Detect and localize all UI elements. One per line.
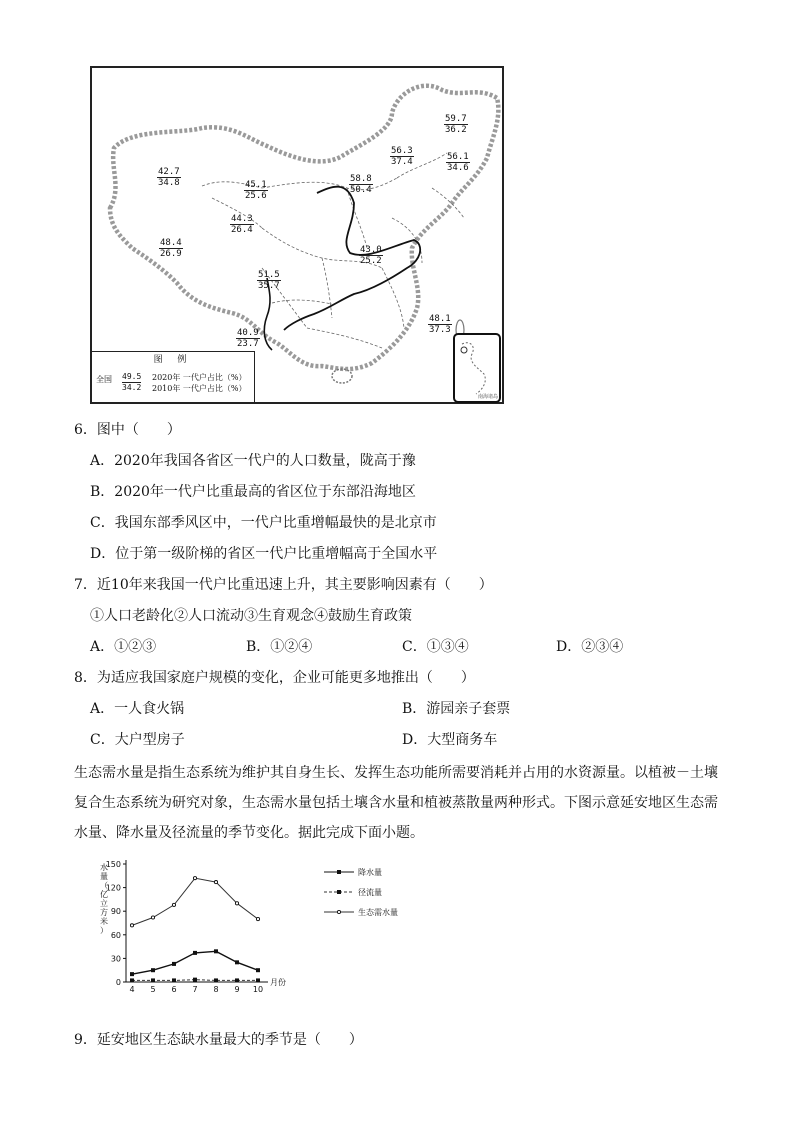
legend-marker <box>337 890 341 894</box>
province-value: 56.3 37.4 <box>391 146 413 167</box>
q7-option-d[interactable]: D．②③④ <box>556 639 624 655</box>
x-tick-label: 6 <box>171 985 177 994</box>
q6-option-a[interactable]: A．2020年我国各省区一代户的人口数量，陇高于豫 <box>90 453 416 469</box>
q8-option-c[interactable]: C．大户型房子 <box>90 732 185 748</box>
y-axis-label-char: 方 <box>100 908 108 917</box>
data-point <box>151 968 155 972</box>
q7-option-c[interactable]: C．①③④ <box>402 639 469 655</box>
data-point <box>256 968 260 972</box>
province-value: 48.1 37.3 <box>429 314 451 335</box>
data-point <box>235 978 239 982</box>
series-line <box>132 878 258 925</box>
y-axis-label-char: （ <box>100 881 108 890</box>
water-chart-svg <box>96 856 426 996</box>
q7-option-b[interactable]: B．①②④ <box>246 639 313 655</box>
data-point <box>193 877 196 880</box>
x-tick-label: 4 <box>129 985 135 994</box>
province-value: 40.9 23.7 <box>237 328 259 349</box>
y-axis-label-char: 立 <box>100 899 108 908</box>
data-point <box>151 978 155 982</box>
question-6-stem: 6．图中（ ） <box>74 422 181 438</box>
x-axis-label: 月份 <box>270 978 286 987</box>
q6-option-d[interactable]: D．位于第一级阶梯的省区一代户比重增幅高于全国水平 <box>90 546 438 562</box>
data-point <box>256 917 259 920</box>
y-axis-label-char: 量 <box>100 872 108 881</box>
province-value: 56.1 34.6 <box>447 152 469 173</box>
data-point <box>235 960 239 964</box>
y-tick-label: 60 <box>110 930 121 940</box>
y-tick-label: 0 <box>115 978 121 987</box>
data-point <box>172 903 175 906</box>
legend-title: 图 例 <box>153 355 193 365</box>
q8-option-b[interactable]: B．游园亲子套票 <box>402 701 511 717</box>
q7-option-a[interactable]: A．①②③ <box>90 639 157 655</box>
legend-line-2020: 2020年 一代户占比（%） <box>152 373 247 382</box>
y-axis-label-char: 水 <box>100 863 108 872</box>
y-axis-label-char: 亿 <box>100 890 108 899</box>
y-tick-label: 150 <box>105 860 121 869</box>
q8-option-a[interactable]: A．一人食火锅 <box>90 701 185 717</box>
legend-national-value: 49.5 34.2 <box>122 372 142 392</box>
inset-label: 南海诸岛 <box>477 394 498 400</box>
y-tick-label: 30 <box>110 954 121 964</box>
y-axis-label-char: 米 <box>100 917 108 926</box>
legend-label: 径流量 <box>358 888 382 897</box>
data-point <box>193 951 197 955</box>
china-map-figure <box>90 66 504 404</box>
data-point <box>172 962 176 966</box>
data-point <box>193 978 197 982</box>
data-point <box>172 978 176 982</box>
legend-line-2010: 2010年 一代户占比（%） <box>152 384 247 393</box>
x-tick-label: 8 <box>213 985 219 994</box>
passage-text: 生态需水量是指生态系统为维护其自身生长、发挥生态功能所需要消耗并占用的水资源量。以植被－土壤复合生态系统为研究对象，生态需水量包括土壤含水量和植被蒸散量两种形式。下图示意延安地区生态需水量、降水量及径流量的季节变化。据此完成下面小题。 <box>74 765 718 841</box>
data-point <box>235 902 238 905</box>
province-value: 43.0 25.2 <box>360 245 382 266</box>
question-7-stem: 7．近10年来我国一代户比重迅速上升，其主要影响因素有（ ） <box>74 577 493 593</box>
q6-option-b[interactable]: B．2020年一代户比重最高的省区位于东部沿海地区 <box>90 484 416 500</box>
province-value: 42.7 34.8 <box>158 167 180 188</box>
legend-national-label: 全国 <box>96 375 112 384</box>
data-point <box>214 978 218 982</box>
legend-marker <box>337 910 340 913</box>
q6-option-c[interactable]: C．我国东部季风区中，一代户比重增幅最快的是北京市 <box>90 515 437 531</box>
data-point <box>130 924 133 927</box>
y-tick-label: 120 <box>105 883 121 893</box>
map-legend <box>92 351 255 402</box>
data-point <box>130 978 134 982</box>
x-tick-label: 7 <box>192 985 198 994</box>
province-value: 48.4 26.9 <box>160 238 182 259</box>
data-point <box>130 972 134 976</box>
province-value: 51.5 35.7 <box>258 270 280 291</box>
x-tick-label: 9 <box>234 985 240 994</box>
province-value: 44.3 26.4 <box>231 214 253 235</box>
water-chart <box>96 856 426 996</box>
x-tick-label: 10 <box>252 985 264 994</box>
legend-label: 降水量 <box>358 868 382 877</box>
data-point <box>214 880 217 883</box>
legend-marker <box>337 870 341 874</box>
question-8-stem: 8．为适应我国家庭户规模的变化，企业可能更多地推出（ ） <box>74 670 475 686</box>
data-point <box>256 978 260 982</box>
province-value: 59.7 36.2 <box>445 114 467 135</box>
province-value: 45.1 25.6 <box>245 180 267 201</box>
x-tick-label: 5 <box>150 985 156 994</box>
question-9-stem: 9．延安地区生态缺水量最大的季节是（ ） <box>74 1032 363 1048</box>
q7-factors: ①人口老龄化②人口流动③生育观念④鼓励生育政策 <box>90 608 412 624</box>
q8-option-d[interactable]: D．大型商务车 <box>402 732 498 748</box>
y-axis-label-char: ） <box>100 926 108 935</box>
legend-label: 生态需水量 <box>358 908 398 917</box>
data-point <box>214 949 218 953</box>
province-value: 58.8 50.4 <box>350 174 372 195</box>
y-tick-label: 90 <box>110 907 121 917</box>
data-point <box>151 916 154 919</box>
